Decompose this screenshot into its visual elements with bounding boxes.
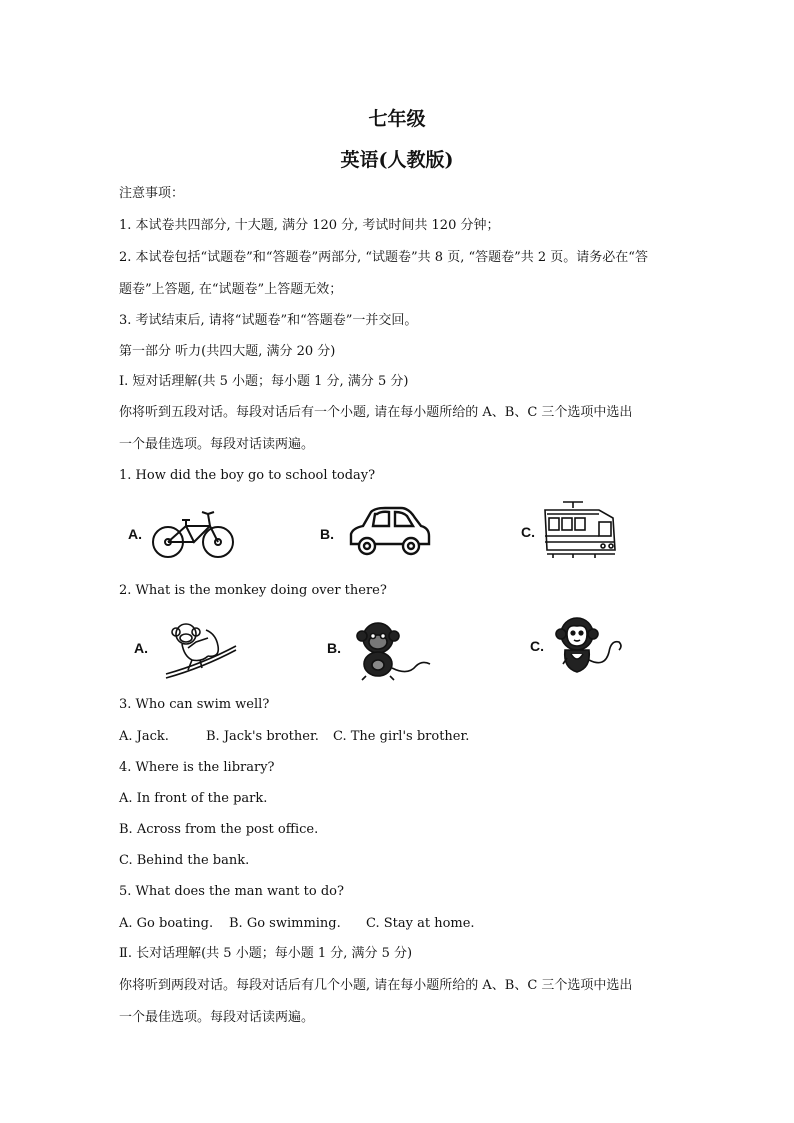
section-instructions: 一个最佳选项。每段对话读两遍。 bbox=[119, 437, 315, 452]
section-title: Ⅱ. 长对话理解(共 5 小题；每小题 1 分, 满分 5 分) bbox=[119, 946, 413, 961]
option-letter: A. bbox=[128, 526, 142, 542]
option-letter: B. bbox=[327, 640, 341, 656]
notice-item: 1. 本试卷共四部分, 十大题, 满分 120 分, 考试时间共 120 分钟； bbox=[119, 218, 500, 233]
notice-item: 题卷”上答题, 在“试题卷”上答题无效； bbox=[119, 282, 343, 297]
car-icon bbox=[345, 506, 433, 560]
answer-option: B. Go swimming. bbox=[229, 916, 341, 931]
section-instructions: 一个最佳选项。每段对话读两遍。 bbox=[119, 1010, 315, 1025]
train-icon bbox=[543, 500, 619, 562]
answer-option: C. Behind the bank. bbox=[119, 853, 250, 868]
eating-monkey-icon bbox=[553, 612, 627, 678]
part-title: 第一部分 听力(共四大题, 满分 20 分) bbox=[119, 344, 336, 359]
section-instructions: 你将听到五段对话。每段对话后有一个小题, 请在每小题所给的 A、B、C 三个选项中选出 bbox=[119, 405, 633, 420]
option-letter: B. bbox=[320, 526, 334, 542]
option-letter: C. bbox=[530, 638, 544, 654]
sitting-monkey-icon bbox=[354, 618, 434, 684]
question-text: 5. What does the man want to do? bbox=[119, 884, 344, 899]
answer-option: C. Stay at home. bbox=[366, 916, 475, 931]
option-letter: A. bbox=[134, 640, 148, 656]
question-text: 2. What is the monkey doing over there? bbox=[119, 583, 387, 598]
grade-title: 七年级 bbox=[368, 108, 426, 130]
section-instructions: 你将听到两段对话。每段对话后有几个小题, 请在每小题所给的 A、B、C 三个选项中选出 bbox=[119, 978, 633, 993]
climbing-monkey-icon bbox=[162, 618, 240, 682]
notice-item: 3. 考试结束后, 请将“试题卷”和“答题卷”一并交回。 bbox=[119, 313, 418, 328]
section-title: Ⅰ. 短对话理解(共 5 小题；每小题 1 分, 满分 5 分) bbox=[119, 374, 409, 389]
answer-option: B. Across from the post office. bbox=[119, 822, 319, 837]
option-letter: C. bbox=[521, 524, 535, 540]
answer-option: C. The girl's brother. bbox=[333, 729, 470, 744]
answer-option: A. Go boating. bbox=[119, 916, 214, 931]
answer-option: B. Jack's brother. bbox=[206, 729, 319, 744]
bicycle-icon bbox=[150, 502, 236, 564]
question-text: 3. Who can swim well? bbox=[119, 697, 270, 712]
question-text: 1. How did the boy go to school today? bbox=[119, 468, 376, 483]
answer-option: A. In front of the park. bbox=[119, 791, 268, 806]
subject-title: 英语(人教版) bbox=[340, 149, 454, 171]
question-text: 4. Where is the library? bbox=[119, 760, 275, 775]
answer-option: A. Jack. bbox=[119, 729, 169, 744]
notice-heading: 注意事项： bbox=[119, 186, 185, 201]
notice-item: 2. 本试卷包括“试题卷”和“答题卷”两部分, “试题卷”共 8 页, “答题卷”共 2 页。请务必在“答 bbox=[119, 250, 648, 265]
